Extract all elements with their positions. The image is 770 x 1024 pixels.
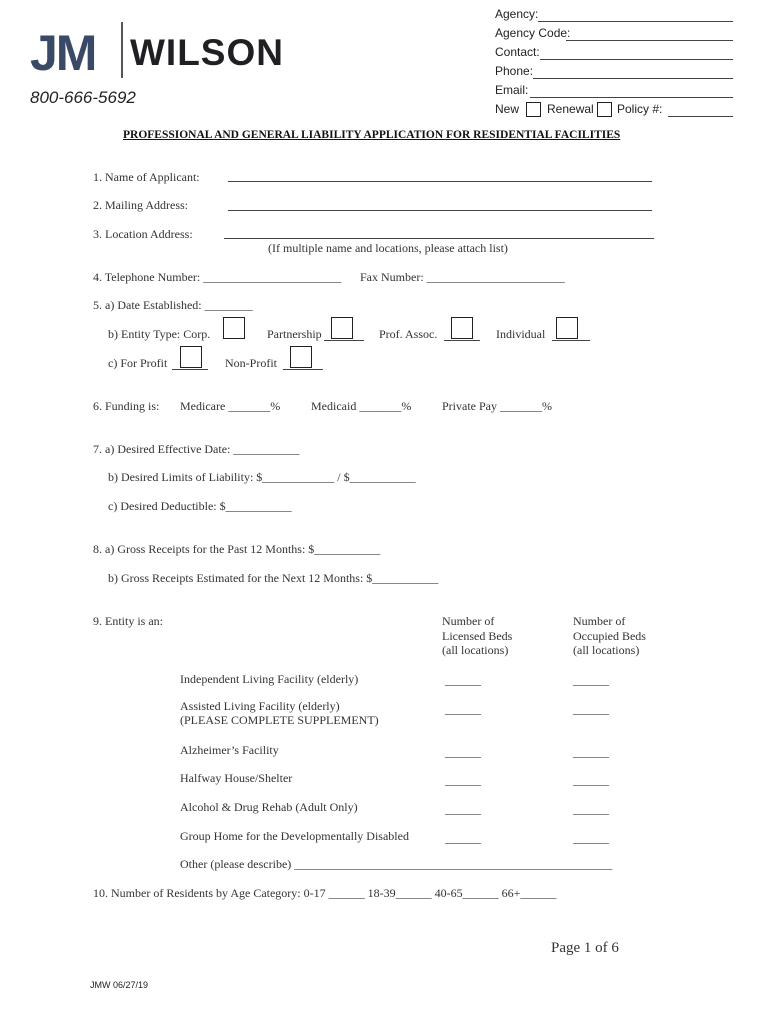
individual-checkbox[interactable] bbox=[556, 317, 578, 339]
licensed-beds-group-home[interactable]: ______ bbox=[445, 831, 481, 845]
occupied-beds-group-home[interactable]: ______ bbox=[573, 831, 609, 845]
non-profit-checkbox[interactable] bbox=[290, 346, 312, 368]
phone-field[interactable] bbox=[533, 78, 733, 79]
non-profit-underline bbox=[283, 369, 323, 370]
occupied-beds-independent[interactable]: ______ bbox=[573, 673, 609, 687]
q6-label: 6. Funding is: bbox=[93, 399, 160, 413]
policy-field[interactable] bbox=[668, 116, 733, 117]
logo-divider bbox=[121, 22, 123, 78]
occupied-beds-rehab[interactable]: ______ bbox=[573, 802, 609, 816]
licensed-beds-rehab[interactable]: ______ bbox=[445, 802, 481, 816]
prof-assoc-label: Prof. Assoc. bbox=[379, 327, 438, 341]
q3-note: (If multiple name and locations, please attach list) bbox=[268, 241, 508, 255]
partnership-label: Partnership bbox=[267, 327, 322, 341]
mailing-address-field[interactable] bbox=[228, 210, 652, 211]
prof-assoc-checkbox[interactable] bbox=[451, 317, 473, 339]
q9-label: 9. Entity is an: bbox=[93, 614, 163, 628]
applicant-name-field[interactable] bbox=[228, 181, 652, 182]
q4-fax: Fax Number: _______________________ bbox=[360, 270, 565, 284]
q7a-effective-date: 7. a) Desired Effective Date: ___________ bbox=[93, 442, 300, 456]
occupied-beds-assisted[interactable]: ______ bbox=[573, 702, 609, 716]
new-label: New bbox=[495, 102, 520, 116]
agency-label: Agency: bbox=[495, 7, 539, 21]
phone-label: Phone: bbox=[495, 64, 534, 78]
licensed-beds-assisted[interactable]: ______ bbox=[445, 702, 481, 716]
new-checkbox[interactable] bbox=[526, 102, 541, 117]
for-profit-label: c) For Profit bbox=[108, 356, 168, 370]
logo-wilson: WILSON bbox=[130, 32, 284, 73]
logo-jm: JM bbox=[30, 25, 96, 81]
individual-underline bbox=[552, 340, 590, 341]
policy-label: Policy #: bbox=[617, 102, 663, 116]
q5b-entity-label: b) Entity Type: Corp. bbox=[108, 327, 211, 341]
licensed-beds-header-line1: Number of bbox=[442, 614, 495, 628]
q3-label: 3. Location Address: bbox=[93, 227, 193, 241]
entity-row-alzheimers: Alzheimer’s Facility bbox=[180, 743, 279, 757]
agency-code-field[interactable] bbox=[566, 40, 733, 41]
entity-row-independent-living: Independent Living Facility (elderly) bbox=[180, 672, 359, 686]
location-address-field[interactable] bbox=[224, 238, 654, 239]
q7b-limits: b) Desired Limits of Liability: $____________ / $___________ bbox=[108, 470, 416, 484]
form-title: PROFESSIONAL AND GENERAL LIABILITY APPLICATION FOR RESIDENTIAL FACILITIES bbox=[123, 129, 621, 141]
partnership-underline bbox=[324, 340, 364, 341]
q5a-date-established: 5. a) Date Established: ________ bbox=[93, 298, 253, 312]
occupied-beds-halfway[interactable]: ______ bbox=[573, 773, 609, 787]
form-code: JMW 06/27/19 bbox=[90, 980, 149, 990]
company-phone: 800-666-5692 bbox=[30, 88, 136, 107]
q4-telephone: 4. Telephone Number: _______________________ bbox=[93, 270, 342, 284]
entity-row-halfway-house: Halfway House/Shelter bbox=[180, 771, 293, 785]
q8b-gross-receipts-next: b) Gross Receipts Estimated for the Next 12 Months: $___________ bbox=[108, 571, 439, 585]
q7c-deductible: c) Desired Deductible: $___________ bbox=[108, 499, 292, 513]
licensed-beds-header-line3: (all locations) bbox=[442, 643, 509, 657]
prof-assoc-underline bbox=[444, 340, 480, 341]
agency-field[interactable] bbox=[538, 21, 733, 22]
licensed-beds-independent[interactable]: ______ bbox=[445, 673, 481, 687]
private-pay-field: Private Pay _______% bbox=[442, 399, 552, 413]
for-profit-underline bbox=[172, 369, 208, 370]
licensed-beds-header-line2: Licensed Beds bbox=[442, 628, 513, 643]
licensed-beds-alzheimers[interactable]: ______ bbox=[445, 745, 481, 759]
email-field[interactable] bbox=[530, 97, 733, 98]
occupied-beds-header-line3: (all locations) bbox=[573, 643, 640, 657]
renewal-label: Renewal bbox=[547, 102, 594, 116]
renewal-checkbox[interactable] bbox=[597, 102, 612, 117]
page-number: Page 1 of 6 bbox=[551, 940, 619, 956]
licensed-beds-halfway[interactable]: ______ bbox=[445, 773, 481, 787]
non-profit-label: Non-Profit bbox=[225, 356, 277, 370]
individual-label: Individual bbox=[496, 327, 546, 341]
contact-label: Contact: bbox=[495, 45, 540, 59]
partnership-checkbox[interactable] bbox=[331, 317, 353, 339]
occupied-beds-header-line1: Number of bbox=[573, 614, 626, 628]
corp-checkbox[interactable] bbox=[223, 317, 245, 339]
entity-row-assisted-living: Assisted Living Facility (elderly) bbox=[180, 699, 340, 713]
entity-row-group-home: Group Home for the Developmentally Disabled bbox=[180, 829, 409, 843]
licensed-beds-header bbox=[442, 614, 512, 658]
entity-row-other: Other (please describe) _____________________________________________________ bbox=[180, 857, 613, 871]
q10-residents-by-age: 10. Number of Residents by Age Category: 0-17 ______ 18-39______ 40-65______ 66+______ bbox=[93, 886, 557, 900]
q8a-gross-receipts-past: 8. a) Gross Receipts for the Past 12 Months: $___________ bbox=[93, 542, 381, 556]
contact-field[interactable] bbox=[540, 59, 733, 60]
occupied-beds-header bbox=[573, 614, 646, 658]
occupied-beds-alzheimers[interactable]: ______ bbox=[573, 745, 609, 759]
entity-row-drug-rehab: Alcohol & Drug Rehab (Adult Only) bbox=[180, 800, 358, 814]
occupied-beds-header-line2: Occupied Beds bbox=[573, 628, 646, 643]
q1-label: 1. Name of Applicant: bbox=[93, 170, 200, 184]
medicaid-field: Medicaid _______% bbox=[311, 399, 412, 413]
medicare-field: Medicare _______% bbox=[180, 399, 281, 413]
for-profit-checkbox[interactable] bbox=[180, 346, 202, 368]
agency-code-label: Agency Code: bbox=[495, 26, 571, 40]
q2-label: 2. Mailing Address: bbox=[93, 198, 188, 212]
entity-row-assisted-living-note: (PLEASE COMPLETE SUPPLEMENT) bbox=[180, 713, 379, 727]
email-label: Email: bbox=[495, 83, 529, 97]
